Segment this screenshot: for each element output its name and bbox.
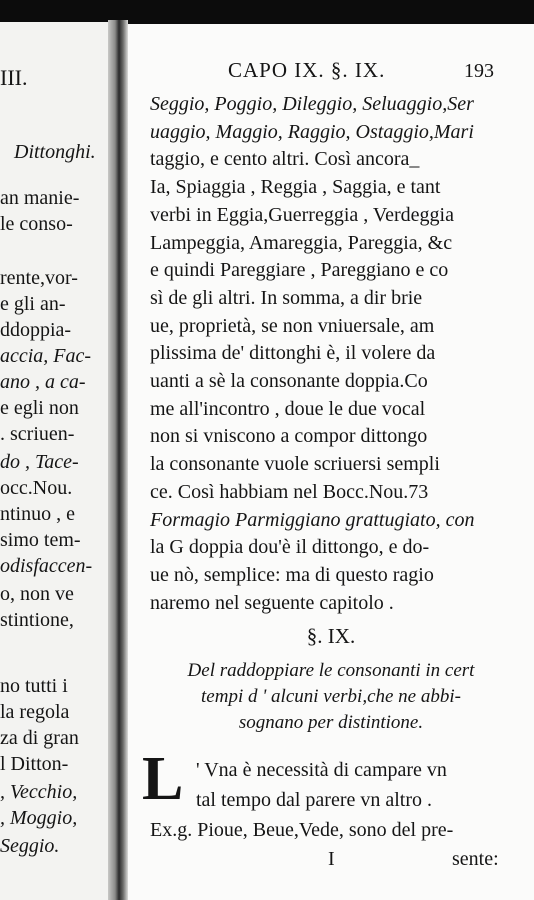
text-line: ue, proprietà, se non vniuersale, am [150,314,435,337]
subheading-line-3: sognano per distintione. [238,712,424,733]
section-heading: §. IX. [306,624,356,648]
left-page-line: odisfaccen- [0,555,93,577]
left-page-line: rente,vor- [0,267,78,289]
left-page-line: le conso- [0,213,73,235]
text-line: la G doppia dou'è il dittongo, e do- [150,536,430,559]
text-line: me all'incontro , doue le due vocal [150,397,426,420]
text-line: uaggio, Maggio, Raggio, Ostaggio,Mari [150,120,474,143]
body-line-3: Ex.g. Pioue, Beue,Vede, sono del pre- [150,819,454,841]
text-line: taggio, e cento altri. Così ancora_ [150,148,420,171]
left-page-line: ntinuo , e [0,503,75,525]
left-page-line: za di gran [0,727,79,749]
text-line: naremo nel seguente capitolo . [150,591,394,614]
left-page-line: e gli an- [0,293,66,315]
text-line: Lampeggia, Amareggia, Pareggia, &c [150,231,453,254]
signature-mark: I [328,848,335,870]
left-page-line: Dittonghi. [14,141,96,163]
page-number: 193 [464,60,494,82]
body-line-1: ' Vna è necessità di campare vn [196,759,447,781]
text-line: ce. Così habbiam nel Bocc.Nou.73 [150,480,429,503]
left-page-line: o, non ve [0,583,74,605]
left-page-line: an manie- [0,187,80,209]
text-line: Seggio, Poggio, Dileggio, Seluaggio,Ser [150,93,474,115]
text-line: la consonante vuole scriuersi sempli [150,453,440,476]
left-page-line: , Moggio, [0,807,78,829]
left-page-line: . scriuen- [0,423,75,445]
drop-cap: L [142,745,184,813]
text-line: Formagio Parmiggiano grattugiato, con [150,508,475,531]
running-header: CAPO IX. §. IX. [228,58,386,82]
text-line: Ia, Spiaggia , Reggia , Saggia, e tant [150,176,441,199]
text-line: verbi in Eggia,Guerreggia , Verdeggia [150,203,454,226]
left-page-line: stintione, [0,609,74,631]
text-line: uanti a sè la consonante doppia.Co [150,370,428,392]
left-page-line: no tutti i [0,675,68,697]
left-page-line: occ.Nou. [0,477,73,499]
left-page-line: do , Tace- [0,451,79,473]
left-page-line: simo tem- [0,529,81,551]
left-page [0,22,112,900]
left-page-line: ano , a ca- [0,371,86,393]
text-line: sì de gli altri. In somma, a dir brie [150,286,423,309]
left-page-line: la regola [0,701,70,723]
subheading-line-1: Del raddoppiare le consonanti in cert [187,660,475,681]
subheading-line-2: tempi d ' alcuni verbi,che ne abbi- [201,686,461,707]
catchword: sente: [452,848,499,870]
body-line-2: tal tempo dal parere vn altro . [196,789,433,811]
left-page-line: Seggio. [0,835,60,857]
left-page-line: accia, Fac- [0,345,92,367]
left-page-line: ddoppia- [0,319,72,341]
text-line: plissima de' dittonghi è, il volere da [150,342,436,365]
right-page [128,24,534,900]
text-line: non si vniscono a compor dittongo [150,425,428,448]
text-line: ue nò, semplice: ma di questo ragio [150,563,434,586]
left-page-line: l Ditton- [0,753,69,775]
left-page-line: e egli non [0,397,79,419]
left-page-line: III. [0,65,28,90]
text-line: e quindi Pareggiare , Pareggiano e co [150,259,449,282]
left-page-line: , Vecchio, [0,781,78,803]
book-gutter [108,20,128,900]
